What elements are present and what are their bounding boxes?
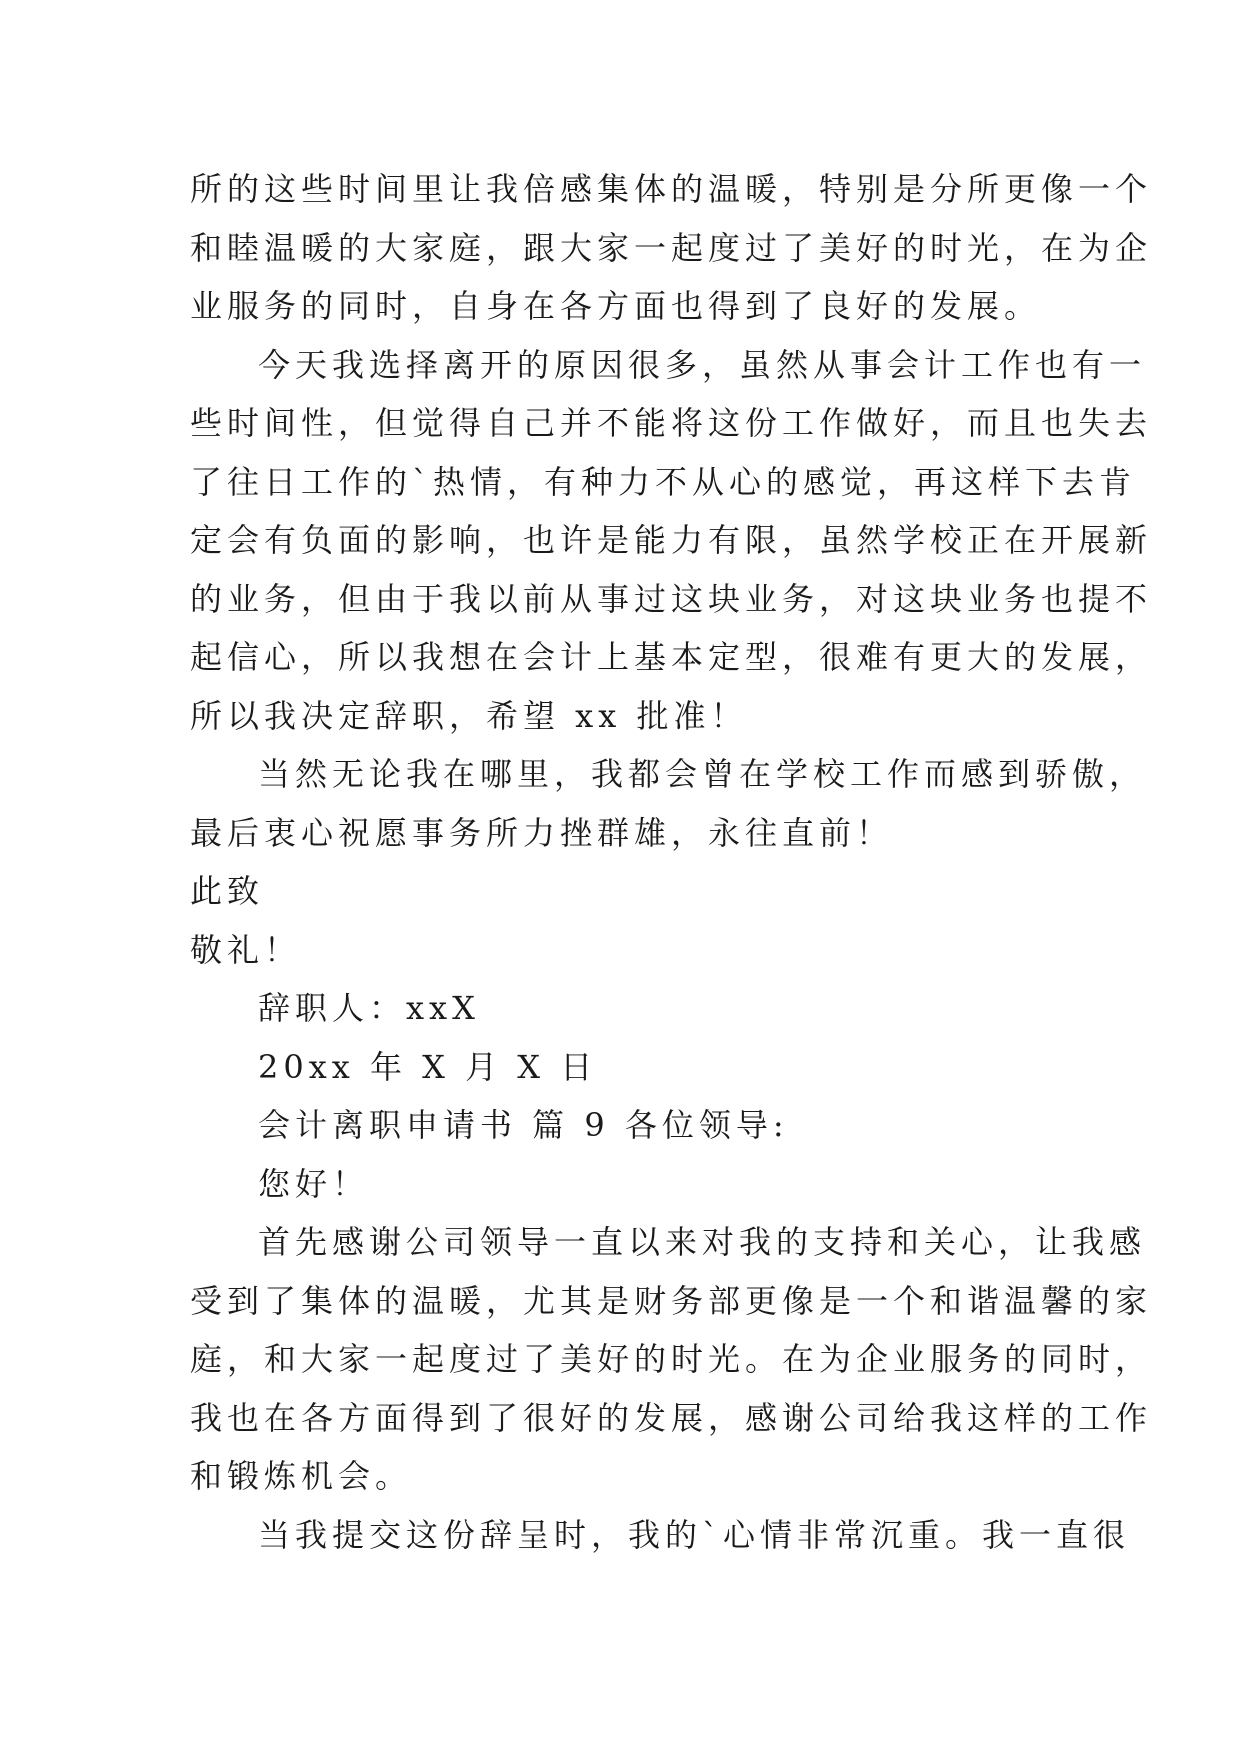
- paragraph-line: 和锻炼机会。: [190, 1457, 413, 1495]
- paragraph-line: 些时间性，但觉得自己并不能将这份工作做好，而且也失去: [190, 404, 1153, 442]
- closing-line: 此致: [190, 872, 265, 910]
- paragraph-line: 了往日工作的`热情，有种力不从心的感觉，再这样下去肯: [190, 462, 1137, 501]
- paragraph-line: 当然无论我在哪里，我都会曾在学校工作而感到骄傲，: [258, 755, 1147, 793]
- paragraph-line: 业服务的同时，自身在各方面也得到了良好的发展。: [190, 287, 1042, 325]
- section-heading: 会计离职申请书 篇 9 各位领导:: [258, 1106, 789, 1144]
- date-line: 20xx 年 X 月 X 日: [258, 1047, 598, 1086]
- paragraph-line: 的业务，但由于我以前从事过这块业务，对这块业务也提不: [190, 579, 1153, 618]
- paragraph-line: 今天我选择离开的原因很多，虽然从事会计工作也有一: [258, 345, 1147, 384]
- greeting-line: 您好！: [258, 1164, 370, 1203]
- salutation-line: 敬礼！: [190, 930, 302, 969]
- paragraph-line: 首先感谢公司领导一直以来对我的支持和关心，让我感: [258, 1223, 1147, 1261]
- paragraph-line: 最后衷心祝愿事务所力挫群雄，永往直前！: [190, 813, 894, 852]
- paragraph-line: 定会有负面的影响，也许是能力有限，虽然学校正在开展新: [190, 521, 1153, 559]
- paragraph-line: 所的这些时间里让我倍感集体的温暖，特别是分所更像一个: [190, 170, 1153, 208]
- paragraph-line: 所以我决定辞职，希望 xx 批准！: [190, 696, 748, 735]
- signature-line: 辞职人：xxX: [258, 989, 480, 1027]
- paragraph-line: 起信心，所以我想在会计上基本定型，很难有更大的发展，: [190, 638, 1153, 676]
- document-body: [190, 160, 1153, 1564]
- paragraph-line: 受到了集体的温暖，尤其是财务部更像是一个和谐温馨的家: [190, 1281, 1153, 1320]
- paragraph-line: 庭，和大家一起度过了美好的时光。在为企业服务的同时，: [190, 1340, 1153, 1378]
- paragraph-line: 我也在各方面得到了很好的发展，感谢公司给我这样的工作: [190, 1398, 1153, 1437]
- paragraph-line: 和睦温暖的大家庭，跟大家一起度过了美好的时光，在为企: [190, 228, 1153, 267]
- paragraph-line: 当我提交这份辞呈时，我的`心情非常沉重。我一直很: [258, 1515, 1131, 1554]
